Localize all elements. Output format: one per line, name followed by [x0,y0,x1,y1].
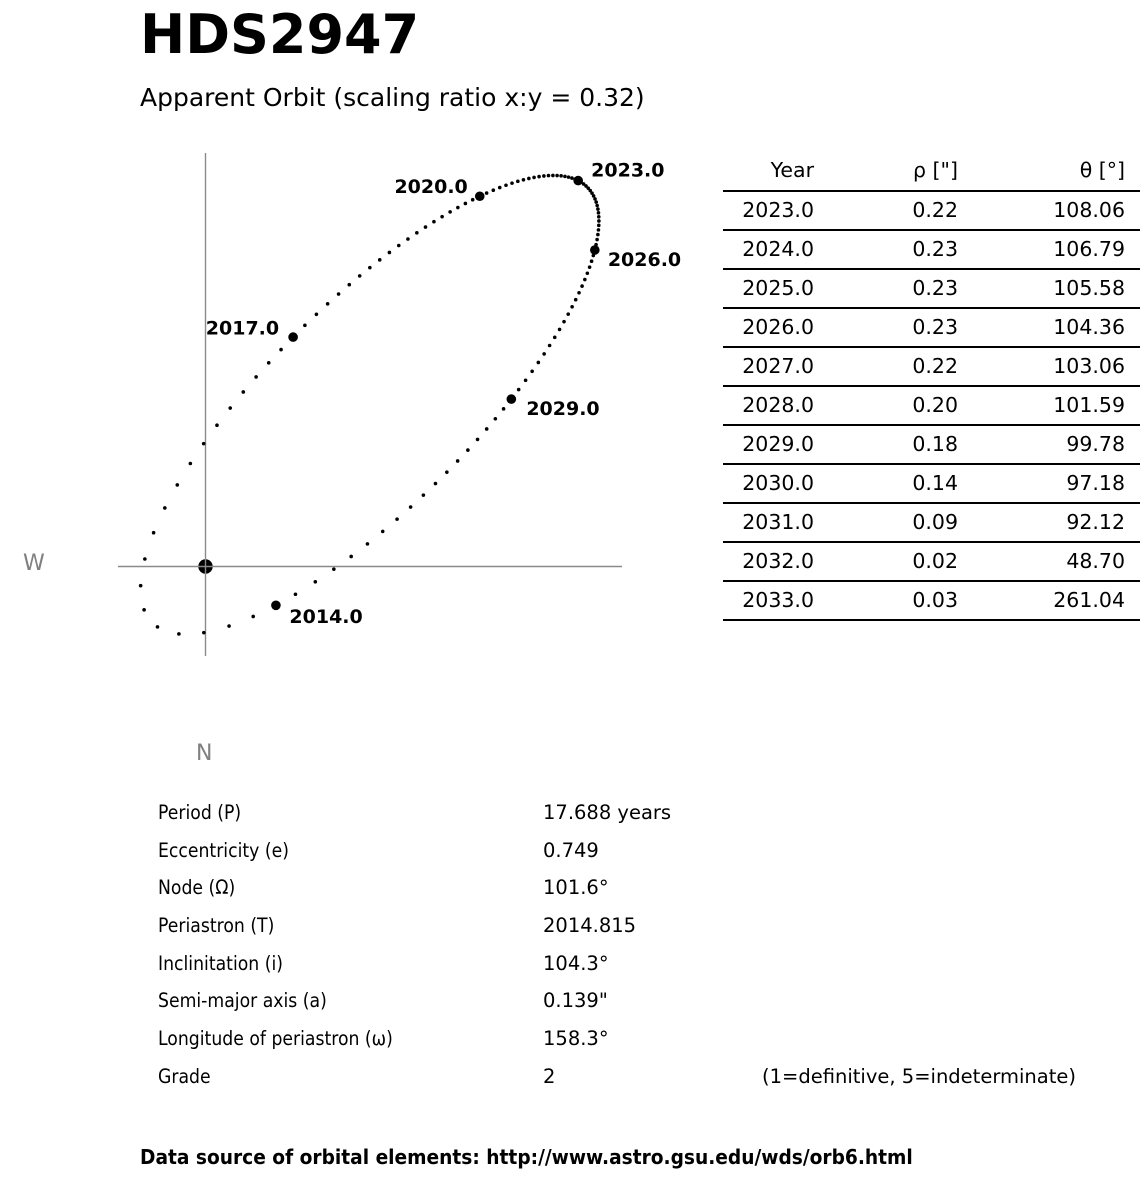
orbit-dot [395,517,399,521]
epoch-label-2014.0: 2014.0 [289,605,363,628]
table-cell: 261.04 [958,581,1140,620]
element-row-semi-major-axis-a- [0,991,1141,1015]
orbit-dot [494,417,498,421]
orbit-dot [570,176,574,180]
orbit-dot [464,202,468,206]
orbit-dot [542,352,546,356]
orbit-dot [532,176,536,180]
orbit-dot [516,180,520,184]
west-axis-label: W [23,551,45,576]
table-cell: 0.23 [814,269,958,308]
table-cell: 99.78 [958,425,1140,464]
table-row [723,230,1140,269]
orbit-dot [227,624,231,628]
orbit-dot [537,361,541,365]
orbit-dot [502,407,506,411]
table-row [723,269,1140,308]
orbit-dot [485,427,489,431]
element-row-longitude-of-periastron- [0,1026,1141,1053]
orbit-dot [562,320,566,324]
table-cell: 0.18 [814,425,958,464]
orbit-dot [143,557,147,561]
element-value: 2014.815 [543,913,637,937]
table-cell: 2029.0 [723,425,814,464]
table-row [723,425,1140,464]
element-value: 2 [543,1064,556,1088]
data-source-footer: Data source of orbital elements: http://www.astro.gsu.edu/wds/orb6.html [140,1145,913,1169]
ephemeris-table [723,152,1140,621]
element-value: 17.688 years [543,801,672,824]
column-header-2: θ [°] [958,152,1140,191]
orbit-plot [0,0,720,790]
table-cell: 0.14 [814,464,958,503]
orbit-dot [466,448,470,452]
ephemeris-table-header [723,152,1140,191]
orbit-dot [332,567,336,571]
element-label: Inclinitation (i) [158,951,283,975]
epoch-dot-2014.0 [271,601,281,611]
orbit-dot [378,258,382,262]
element-row-inclinitation-i- [0,951,1141,978]
table-cell: 2026.0 [723,308,814,347]
orbit-curve [118,153,681,656]
table-cell: 2028.0 [723,386,814,425]
orbit-dot [303,324,307,328]
orbit-dot [432,220,436,224]
orbit-dot [251,615,255,619]
orbit-dot [595,238,599,242]
table-cell: 2032.0 [723,542,814,581]
table-row [723,308,1140,347]
orbit-dot [553,336,557,340]
orbit-dot [314,580,318,584]
element-row-eccentricity-e- [0,838,1141,865]
orbit-dot [434,482,438,486]
orbit-dot [163,506,167,510]
element-value: 0.139" [543,989,608,1013]
orbit-dot [142,608,146,612]
orbit-dot [593,197,597,201]
table-row [723,464,1140,503]
orbit-dot [547,174,551,178]
table-cell: 0.03 [814,581,958,620]
element-label: Node (Ω) [158,876,236,900]
orbit-dot [527,177,531,181]
epoch-dot-2023.0 [573,176,583,186]
table-header-row [723,152,1140,191]
table-row [723,386,1140,425]
orbit-dot [586,271,590,275]
column-header-0: Year [723,152,814,191]
orbit-dot [267,361,271,365]
orbit-dot [228,406,232,410]
orbit-dot [596,233,600,237]
table-cell: 0.02 [814,542,958,581]
epoch-dot-2026.0 [590,245,600,255]
orbit-dot [570,305,574,309]
epoch-dot-2029.0 [507,394,517,404]
orbit-dot [279,348,283,352]
epoch-label-2017.0: 2017.0 [205,317,280,340]
element-row-periastron-t- [0,913,1141,940]
element-note: (1=definitive, 5=indeterminate) [762,1064,1076,1088]
orbit-dot [559,174,563,178]
element-label: Longitude of periastron (ω) [158,1026,393,1050]
element-label: Eccentricity (e) [158,838,289,862]
table-row [723,542,1140,581]
orbit-dot [595,204,599,208]
orbit-dot [315,312,319,316]
orbit-dot [215,423,219,427]
table-cell: 2025.0 [723,269,814,308]
orbit-dot [409,505,413,509]
orbit-dot [156,625,160,629]
element-label: Semi-major axis (a) [158,989,327,1013]
orbit-dot [594,200,598,204]
orbit-dot [471,198,475,202]
orbit-dot [175,483,179,487]
orbit-dot [580,284,584,288]
table-cell: 2023.0 [723,191,814,230]
table-cell: 0.09 [814,503,958,542]
orbit-dot [577,291,581,295]
orbit-dot [590,259,594,263]
north-axis-label: N [196,741,213,766]
orbit-dot [445,470,449,474]
table-cell: 106.79 [958,230,1140,269]
element-row-grade [0,1064,1141,1091]
page-subtitle: Apparent Orbit (scaling ratio x:y = 0.32) [140,83,645,112]
epoch-dot-2020.0 [475,191,485,201]
orbit-dot [558,328,562,332]
orbit-dot [522,178,526,182]
orbit-dot [510,181,514,185]
page-title: HDS2947 [140,3,420,66]
orbit-dot [177,632,181,636]
element-label: Periastron (T) [158,913,275,937]
element-row-period-p- [0,803,1141,827]
element-value: 0.749 [543,838,599,862]
orbit-dot [381,530,385,534]
table-cell: 105.58 [958,269,1140,308]
orbit-dot [504,183,508,187]
table-cell: 2031.0 [723,503,814,542]
orbit-dot [337,292,341,296]
epoch-dot-2017.0 [288,332,298,342]
orbit-dot [254,375,258,379]
orbit-dot [456,206,460,210]
orbit-dot [189,462,193,466]
table-cell: 0.20 [814,386,958,425]
orbit-dot [326,302,330,306]
column-header-1: ρ ["] [814,152,958,191]
orbit-dot [597,219,601,223]
element-value: 104.3° [543,951,609,975]
table-cell: 0.23 [814,230,958,269]
orbit-dot [597,211,601,215]
epoch-label-2020.0: 2020.0 [394,175,468,198]
orbit-dot [440,215,444,219]
orbit-dot [485,191,489,195]
table-cell: 2027.0 [723,347,814,386]
table-cell: 104.36 [958,308,1140,347]
orbit-dot [597,228,601,232]
table-row [723,191,1140,230]
epoch-label-2029.0: 2029.0 [526,398,600,421]
orbit-dot [542,174,546,178]
orbit-dot [397,244,401,248]
table-cell: 97.18 [958,464,1140,503]
orbit-dot [551,174,555,178]
orbit-dot [566,312,570,316]
table-row [723,503,1140,542]
table-cell: 0.22 [814,191,958,230]
element-label: Period (P) [158,801,242,824]
orbit-dot [555,174,559,178]
element-row-node- [0,878,1141,902]
orbit-dot [202,442,206,446]
table-cell: 2033.0 [723,581,814,620]
orbit-dot [588,265,592,269]
table-row [723,581,1140,620]
orbit-dot [567,175,571,179]
orbit-dot [406,237,410,241]
orbit-dot [202,631,206,635]
orbit-dot [388,251,392,255]
orbit-dot [491,188,495,192]
ephemeris-table-body [723,191,1140,620]
element-label: Grade [158,1064,211,1088]
orbit-dot [358,274,362,278]
orbit-dot [524,379,528,383]
orbit-dot [448,210,452,214]
table-cell: 103.06 [958,347,1140,386]
orbit-dot [366,542,370,546]
orbit-dot [424,225,428,229]
orbit-dot [368,266,372,270]
orbit-dot [563,175,567,179]
table-row [723,347,1140,386]
table-cell: 108.06 [958,191,1140,230]
orbit-dot [241,390,245,394]
orbit-dot [537,175,541,179]
orbit-dot [498,186,502,190]
element-value: 101.6° [543,876,609,900]
orbit-dot [548,344,552,348]
orbit-dot [415,231,419,235]
table-cell: 2024.0 [723,230,814,269]
orbit-dot [583,278,587,282]
orbit-dot [476,438,480,442]
orbit-dot [152,531,156,535]
orbit-dot [574,298,578,302]
table-cell: 0.22 [814,347,958,386]
orbit-dot [347,283,351,287]
orbit-dot [517,388,521,392]
orbit-dot [349,555,353,559]
table-cell: 0.23 [814,308,958,347]
table-cell: 101.59 [958,386,1140,425]
table-cell: 92.12 [958,503,1140,542]
orbit-dot [139,584,143,588]
table-cell: 2030.0 [723,464,814,503]
table-cell: 48.70 [958,542,1140,581]
orbit-dot [422,493,426,497]
orbit-dot [530,370,534,374]
orbit-dot [597,215,601,219]
orbit-dot [456,459,460,463]
epoch-label-2026.0: 2026.0 [607,249,682,271]
orbit-dot [597,224,601,228]
element-value: 158.3° [543,1026,609,1050]
orbit-dot [294,592,298,596]
epoch-label-2023.0: 2023.0 [591,159,665,182]
orbit-dot [596,207,600,211]
